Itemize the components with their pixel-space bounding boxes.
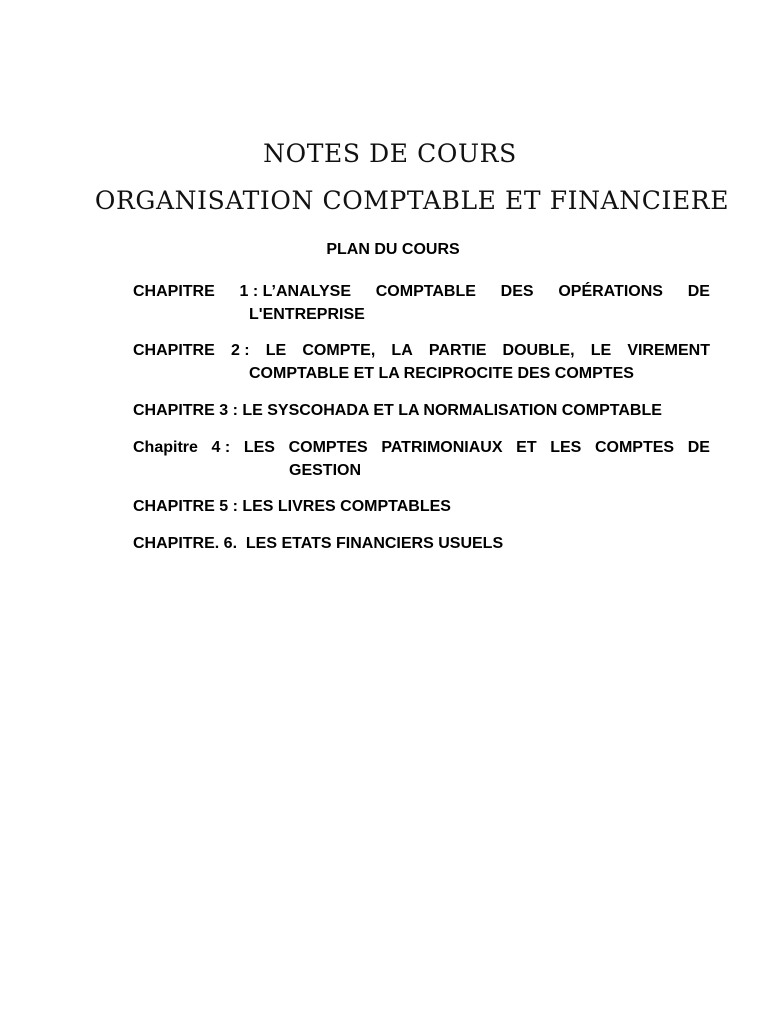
chapter-1-word: 1 : L’ANALYSE [239, 283, 351, 300]
chapter-2-word: DOUBLE, [502, 342, 575, 359]
chapter-4-word: LES [550, 439, 582, 456]
chapter-4-word: 4 : [211, 439, 231, 456]
chapter-2-word: COMPTE, [302, 342, 376, 359]
chapter-4-continuation: GESTION [289, 462, 362, 479]
chapter-4-word: ET [516, 439, 537, 456]
chapter-2-word: LE [265, 342, 287, 359]
chapter-6 [133, 532, 710, 555]
plan-heading: PLAN DU COURS [326, 241, 460, 258]
chapter-2-word: 2 : [230, 342, 250, 359]
chapter-6-text: CHAPITRE. 6. LES ETATS FINANCIERS USUELS [133, 535, 504, 552]
document-title: NOTES DE COURS [263, 139, 517, 168]
chapter-4 [133, 436, 710, 482]
chapter-4-word: Chapitre [133, 439, 198, 456]
chapter-1-word: CHAPITRE [133, 283, 215, 300]
chapter-4-line-1 [133, 436, 710, 459]
chapter-4-word: DE [687, 439, 710, 456]
chapter-2-word: LA [391, 342, 413, 359]
chapter-1-continuation: L'ENTREPRISE [249, 306, 365, 323]
chapter-1-line-1 [133, 280, 710, 303]
chapter-2-continuation: COMPTABLE ET LA RECIPROCITE DES COMPTES [249, 365, 634, 382]
chapter-4-word: COMPTES [288, 439, 368, 456]
chapter-2-line-1 [133, 339, 710, 362]
chapter-4-word: COMPTES [594, 439, 675, 456]
chapter-4-word: PATRIMONIAUX [381, 439, 503, 456]
chapter-2-word: VIREMENT [627, 342, 710, 359]
chapter-1-word: COMPTABLE [375, 283, 476, 300]
chapter-2-word: LE [590, 342, 612, 359]
chapter-5 [133, 495, 710, 518]
chapter-3 [133, 399, 710, 422]
chapter-3-text: CHAPITRE 3 : LE SYSCOHADA ET LA NORMALISATION COMPTABLE [133, 402, 662, 419]
chapter-1 [133, 280, 710, 326]
chapter-1-word: OPÉRATIONS [558, 283, 663, 300]
chapter-1-word: DE [687, 283, 710, 300]
document-subtitle: ORGANISATION COMPTABLE ET FINANCIERE [94, 186, 730, 215]
chapter-2 [133, 339, 710, 385]
chapter-2-word: CHAPITRE [133, 342, 215, 359]
chapter-1-word: DES [500, 283, 534, 300]
chapter-4-word: LES [243, 439, 275, 456]
chapter-5-text: CHAPITRE 5 : LES LIVRES COMPTABLES [133, 498, 451, 515]
chapter-2-word: PARTIE [428, 342, 487, 359]
